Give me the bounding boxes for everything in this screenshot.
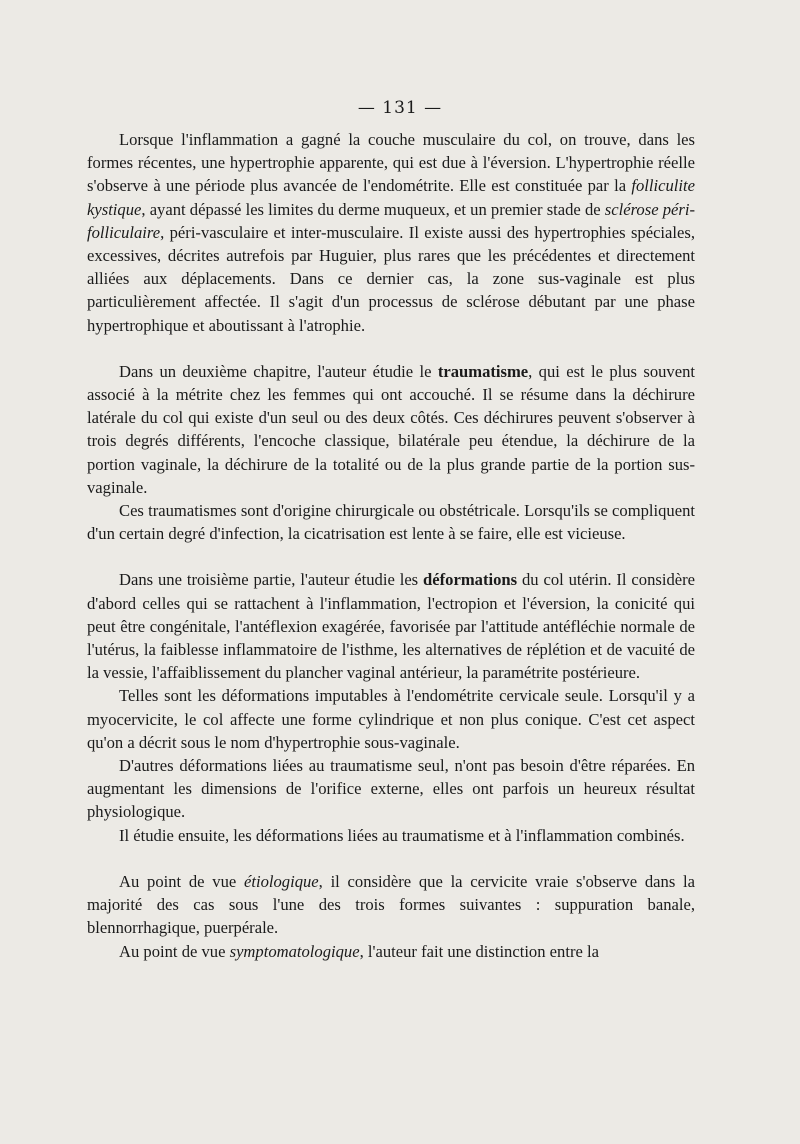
italic-term: symptomatologique bbox=[229, 941, 360, 961]
text-run: , l'auteur fait une distinction entre la bbox=[359, 941, 599, 961]
paragraph-gap bbox=[87, 847, 695, 870]
paragraph-p3 bbox=[87, 499, 695, 545]
italic-term: sclérose péri-folliculaire bbox=[87, 199, 695, 242]
text-run: , il considère que la cervicite vraie s'observe dans la majorité des cas sous l'une des trois formes suivantes : suppuration banale, blennorrhagique, puerpérale. bbox=[87, 871, 695, 938]
page-number: — 131 — bbox=[357, 98, 443, 118]
paragraph-gap bbox=[87, 337, 695, 360]
italic-term: folliculite kystique bbox=[87, 176, 695, 219]
paragraph-p8 bbox=[87, 870, 695, 940]
bold-term: traumatisme bbox=[437, 361, 529, 381]
paragraph-p7 bbox=[87, 824, 695, 847]
paragraph-p5 bbox=[87, 684, 695, 754]
paragraph-p6 bbox=[87, 754, 695, 824]
paragraph-p2 bbox=[87, 360, 695, 499]
paragraph-p1 bbox=[87, 128, 695, 337]
paragraph-gap bbox=[87, 545, 695, 568]
text-run: Dans un deuxième chapitre, l'auteur étudie le bbox=[119, 361, 438, 381]
paragraph-p4 bbox=[87, 568, 695, 684]
text-run: Telles sont les déformations imputables à l'endométrite cervicale seule. Lorsqu'il y a myocervicite, le col affecte une forme cylindrique et non plus conique. C'est cet aspect qu'on a décrit sous le nom d'hypertrophie sous-vaginale. bbox=[87, 686, 695, 752]
body-text bbox=[87, 128, 695, 963]
text-run: , qui est le plus souvent associé à la métrite chez les femmes qui ont accouché. Il se résume dans la déchirure latérale du col qui existe d'un seul ou des deux côtés. Ces déchirures peuvent s'observer à trois degrés différents, l'encoche classique, bilatérale peu étendue, la déchirure de la portion vaginale, la déchirure de la totalité ou de la plus grande partie de la portion sus-vaginale. bbox=[87, 361, 695, 497]
text-run: Au point de vue bbox=[119, 941, 230, 961]
italic-term: étiologique bbox=[244, 871, 319, 891]
paragraph-p9 bbox=[87, 940, 695, 963]
text-run: Dans une troisième partie, l'auteur étudie les bbox=[119, 570, 424, 590]
text-run: du col utérin. Il considère d'abord celles qui se rattachent à l'inflammation, l'ectropion et l'éversion, la conicité qui peut être congénitale, l'antéflexion exagérée, favorisée par l'attitude antéfléchie normale de l'utérus, la faiblesse inflammatoire de l'isthme, les alternatives de réplétion et de vacuité de la vessie, l'affaiblissement du plancher vaginal antérieur, la paramétrite postérieure. bbox=[87, 570, 695, 683]
text-run: , péri-vasculaire et inter-musculaire. Il existe aussi des hypertrophies spéciales, excessives, décrites autrefois par Huguier, plus rares que les précédentes et directement alliées aux déplacements. Dans ce dernier cas, la zone sus-vaginale est plus particulièrement affectée. Il s'agit d'un processus de sclérose débutant par une phase hypertrophique et aboutissant à l'atrophie. bbox=[87, 222, 695, 335]
text-run: Il étudie ensuite, les déformations liées au traumatisme et à l'inflammation combinés. bbox=[119, 825, 685, 845]
text-run: Lorsque l'inflammation a gagné la couche musculaire du col, on trouve, dans les formes récentes, une hypertrophie apparente, qui est due à l'éversion. L'hypertrophie réelle s'observe à une période plus avancée de l'endométrite. Elle est constituée par la bbox=[87, 130, 695, 196]
text-run: , ayant dépassé les limites du derme muqueux, et un premier stade de bbox=[141, 199, 605, 219]
text-run: D'autres déformations liées au traumatisme seul, n'ont pas besoin d'être réparées. En augmentant les dimensions de l'orifice externe, elles ont parfois un heureux résultat physiologique. bbox=[87, 756, 695, 822]
text-run: Au point de vue bbox=[119, 871, 245, 891]
text-run: Ces traumatismes sont d'origine chirurgicale ou obstétricale. Lorsqu'ils se compliquent d'un certain degré d'infection, la cicatrisation est lente à se faire, elle est vicieuse. bbox=[87, 501, 695, 544]
bold-term: déformations bbox=[423, 570, 518, 590]
